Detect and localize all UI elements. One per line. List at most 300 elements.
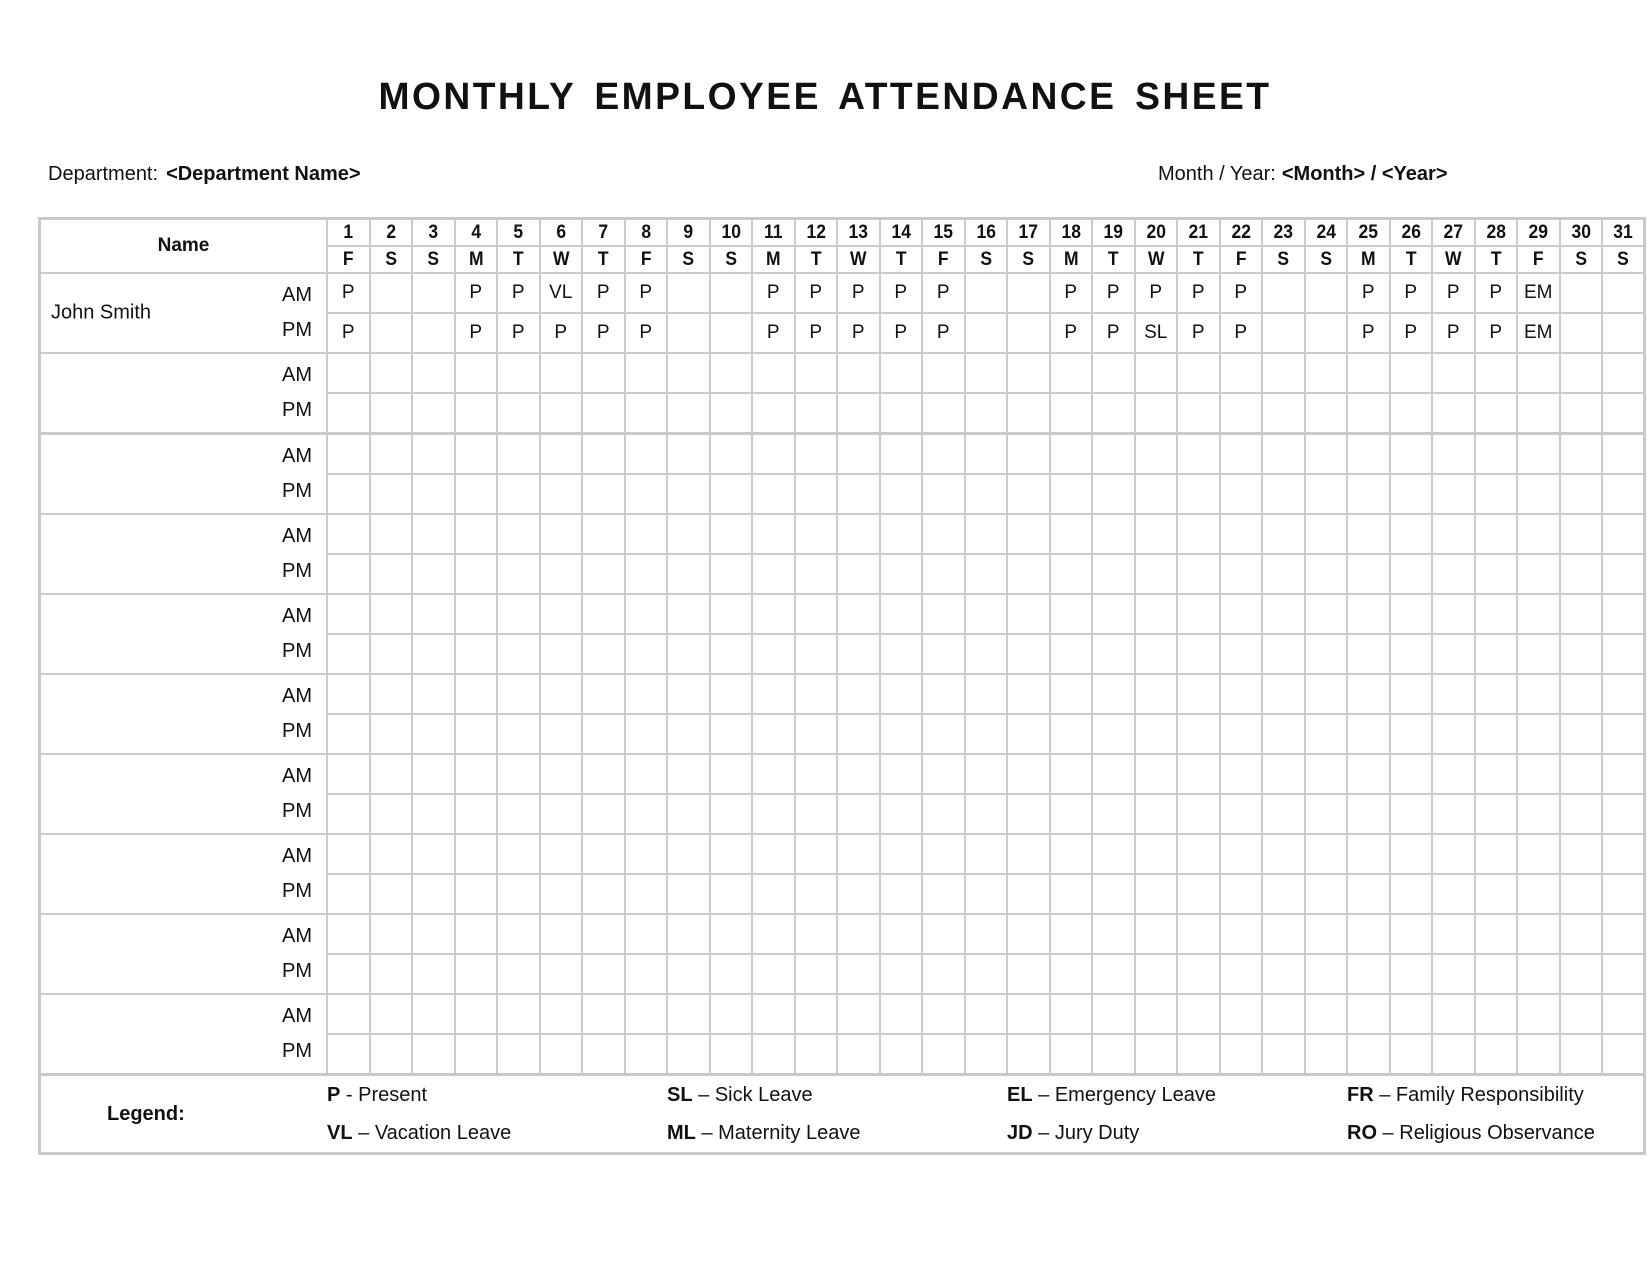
attendance-cell[interactable] — [1305, 594, 1348, 634]
attendance-cell[interactable]: P — [455, 273, 498, 313]
attendance-cell[interactable] — [1602, 714, 1645, 754]
attendance-cell[interactable] — [1092, 353, 1135, 393]
attendance-cell[interactable] — [1220, 474, 1263, 514]
attendance-cell[interactable] — [795, 353, 838, 393]
attendance-cell[interactable] — [710, 674, 753, 714]
attendance-cell[interactable] — [1262, 794, 1305, 834]
attendance-cell[interactable] — [1135, 353, 1178, 393]
attendance-cell[interactable] — [1177, 393, 1220, 434]
attendance-cell[interactable] — [752, 794, 795, 834]
attendance-cell[interactable] — [1092, 554, 1135, 594]
attendance-cell[interactable] — [922, 353, 965, 393]
attendance-cell[interactable] — [880, 554, 923, 594]
attendance-cell[interactable] — [1560, 954, 1603, 994]
attendance-cell[interactable] — [837, 994, 880, 1034]
attendance-cell[interactable] — [1390, 393, 1433, 434]
attendance-cell[interactable] — [880, 834, 923, 874]
attendance-cell[interactable] — [327, 954, 370, 994]
attendance-cell[interactable] — [582, 554, 625, 594]
attendance-cell[interactable] — [1560, 714, 1603, 754]
attendance-cell[interactable] — [412, 434, 455, 475]
attendance-cell[interactable] — [1220, 514, 1263, 554]
attendance-cell[interactable] — [1305, 273, 1348, 313]
attendance-cell[interactable] — [880, 874, 923, 914]
attendance-cell[interactable] — [1390, 594, 1433, 634]
attendance-cell[interactable] — [795, 594, 838, 634]
attendance-cell[interactable] — [1390, 474, 1433, 514]
attendance-cell[interactable] — [1007, 273, 1050, 313]
attendance-cell[interactable] — [327, 554, 370, 594]
attendance-cell[interactable] — [1262, 994, 1305, 1034]
attendance-cell[interactable] — [1050, 434, 1093, 475]
attendance-cell[interactable] — [540, 393, 583, 434]
attendance-cell[interactable] — [1135, 994, 1178, 1034]
attendance-cell[interactable] — [922, 954, 965, 994]
attendance-cell[interactable] — [370, 674, 413, 714]
attendance-cell[interactable] — [922, 674, 965, 714]
attendance-cell[interactable] — [1602, 393, 1645, 434]
attendance-cell[interactable] — [837, 714, 880, 754]
attendance-cell[interactable] — [1262, 634, 1305, 674]
attendance-cell[interactable] — [1560, 634, 1603, 674]
attendance-cell[interactable] — [1007, 474, 1050, 514]
attendance-cell[interactable] — [412, 914, 455, 954]
attendance-cell[interactable] — [922, 554, 965, 594]
attendance-cell[interactable] — [837, 954, 880, 994]
attendance-cell[interactable] — [1092, 754, 1135, 794]
department-value[interactable]: <Department Name> — [166, 163, 361, 185]
attendance-cell[interactable] — [837, 634, 880, 674]
attendance-cell[interactable] — [837, 594, 880, 634]
attendance-cell[interactable] — [710, 273, 753, 313]
attendance-cell[interactable] — [922, 914, 965, 954]
attendance-cell[interactable] — [1135, 914, 1178, 954]
attendance-cell[interactable]: P — [1432, 273, 1475, 313]
attendance-cell[interactable] — [1050, 914, 1093, 954]
attendance-cell[interactable] — [880, 393, 923, 434]
attendance-cell[interactable] — [1220, 914, 1263, 954]
attendance-cell[interactable]: P — [1347, 273, 1390, 313]
attendance-cell[interactable] — [837, 794, 880, 834]
attendance-cell[interactable] — [1475, 514, 1518, 554]
attendance-cell[interactable] — [1050, 954, 1093, 994]
attendance-cell[interactable] — [1517, 514, 1560, 554]
attendance-cell[interactable] — [922, 393, 965, 434]
attendance-cell[interactable] — [1347, 554, 1390, 594]
attendance-cell[interactable] — [497, 914, 540, 954]
attendance-cell[interactable] — [667, 273, 710, 313]
attendance-cell[interactable] — [540, 754, 583, 794]
attendance-cell[interactable] — [1135, 554, 1178, 594]
attendance-cell[interactable] — [1007, 353, 1050, 393]
attendance-cell[interactable] — [752, 554, 795, 594]
attendance-cell[interactable] — [625, 714, 668, 754]
attendance-cell[interactable] — [625, 393, 668, 434]
attendance-cell[interactable] — [1602, 914, 1645, 954]
attendance-cell[interactable] — [667, 594, 710, 634]
attendance-cell[interactable] — [497, 794, 540, 834]
attendance-cell[interactable] — [965, 754, 1008, 794]
attendance-cell[interactable] — [370, 353, 413, 393]
attendance-cell[interactable] — [837, 754, 880, 794]
attendance-cell[interactable] — [710, 954, 753, 994]
month-year-value[interactable]: <Month> / <Year> — [1281, 163, 1448, 185]
attendance-cell[interactable] — [880, 994, 923, 1034]
attendance-cell[interactable]: P — [922, 273, 965, 313]
attendance-cell[interactable] — [455, 794, 498, 834]
attendance-cell[interactable]: P — [625, 273, 668, 313]
attendance-cell[interactable] — [1347, 674, 1390, 714]
attendance-cell[interactable] — [667, 754, 710, 794]
attendance-cell[interactable] — [1007, 874, 1050, 914]
attendance-cell[interactable] — [1305, 554, 1348, 594]
attendance-cell[interactable] — [752, 954, 795, 994]
attendance-cell[interactable] — [412, 353, 455, 393]
attendance-cell[interactable] — [837, 914, 880, 954]
attendance-cell[interactable] — [795, 954, 838, 994]
attendance-cell[interactable] — [1135, 634, 1178, 674]
attendance-cell[interactable] — [965, 393, 1008, 434]
attendance-cell[interactable] — [582, 794, 625, 834]
attendance-cell[interactable] — [1390, 434, 1433, 475]
attendance-cell[interactable] — [412, 393, 455, 434]
attendance-cell[interactable] — [1432, 353, 1475, 393]
attendance-cell[interactable] — [455, 393, 498, 434]
attendance-cell[interactable] — [1347, 754, 1390, 794]
attendance-cell[interactable] — [582, 353, 625, 393]
attendance-cell[interactable] — [1177, 514, 1220, 554]
attendance-cell[interactable] — [1475, 594, 1518, 634]
attendance-cell[interactable] — [1517, 634, 1560, 674]
attendance-cell[interactable] — [1305, 514, 1348, 554]
attendance-cell[interactable] — [1517, 954, 1560, 994]
attendance-cell[interactable] — [1347, 794, 1390, 834]
attendance-cell[interactable] — [752, 754, 795, 794]
attendance-cell[interactable] — [965, 794, 1008, 834]
attendance-cell[interactable] — [1347, 474, 1390, 514]
attendance-cell[interactable] — [710, 1034, 753, 1075]
attendance-cell[interactable] — [1602, 1034, 1645, 1075]
attendance-cell[interactable] — [1007, 634, 1050, 674]
attendance-cell[interactable] — [1050, 994, 1093, 1034]
attendance-cell[interactable] — [625, 514, 668, 554]
attendance-cell[interactable] — [1305, 874, 1348, 914]
attendance-cell[interactable] — [497, 634, 540, 674]
attendance-cell[interactable] — [412, 674, 455, 714]
attendance-cell[interactable] — [667, 353, 710, 393]
attendance-cell[interactable] — [667, 714, 710, 754]
attendance-cell[interactable] — [1220, 554, 1263, 594]
attendance-cell[interactable] — [412, 954, 455, 994]
attendance-cell[interactable] — [1347, 393, 1390, 434]
attendance-cell[interactable] — [965, 594, 1008, 634]
attendance-cell[interactable] — [1092, 674, 1135, 714]
attendance-cell[interactable] — [965, 914, 1008, 954]
attendance-cell[interactable] — [1432, 714, 1475, 754]
attendance-cell[interactable] — [1220, 754, 1263, 794]
attendance-cell[interactable] — [1262, 1034, 1305, 1075]
attendance-cell[interactable] — [540, 914, 583, 954]
attendance-cell[interactable] — [1390, 674, 1433, 714]
attendance-cell[interactable] — [795, 554, 838, 594]
attendance-cell[interactable] — [1050, 1034, 1093, 1075]
attendance-cell[interactable] — [1135, 874, 1178, 914]
attendance-cell[interactable] — [837, 834, 880, 874]
attendance-cell[interactable] — [1177, 353, 1220, 393]
attendance-cell[interactable] — [1560, 834, 1603, 874]
attendance-cell[interactable] — [1517, 474, 1560, 514]
attendance-cell[interactable] — [540, 674, 583, 714]
attendance-cell[interactable] — [1560, 393, 1603, 434]
attendance-cell[interactable] — [1305, 353, 1348, 393]
attendance-cell[interactable] — [1262, 554, 1305, 594]
attendance-cell[interactable] — [1220, 874, 1263, 914]
attendance-cell[interactable] — [837, 1034, 880, 1075]
attendance-cell[interactable] — [370, 1034, 413, 1075]
attendance-cell[interactable] — [1517, 874, 1560, 914]
attendance-cell[interactable] — [625, 353, 668, 393]
attendance-cell[interactable] — [1432, 1034, 1475, 1075]
attendance-cell[interactable] — [1390, 794, 1433, 834]
attendance-cell[interactable] — [965, 514, 1008, 554]
attendance-cell[interactable] — [752, 353, 795, 393]
attendance-cell[interactable] — [1092, 914, 1135, 954]
attendance-cell[interactable] — [582, 754, 625, 794]
attendance-cell[interactable] — [922, 634, 965, 674]
attendance-cell[interactable] — [880, 434, 923, 475]
attendance-cell[interactable] — [1517, 914, 1560, 954]
attendance-cell[interactable] — [497, 954, 540, 994]
attendance-cell[interactable] — [752, 874, 795, 914]
attendance-cell[interactable]: P — [1347, 313, 1390, 353]
attendance-cell[interactable] — [1262, 674, 1305, 714]
attendance-cell[interactable] — [795, 994, 838, 1034]
attendance-cell[interactable] — [965, 834, 1008, 874]
attendance-cell[interactable] — [1262, 434, 1305, 475]
attendance-cell[interactable]: P — [327, 313, 370, 353]
employee-name-cell[interactable] — [40, 273, 328, 353]
attendance-cell[interactable] — [1262, 353, 1305, 393]
attendance-cell[interactable] — [455, 634, 498, 674]
attendance-cell[interactable]: P — [1177, 313, 1220, 353]
attendance-cell[interactable] — [582, 834, 625, 874]
attendance-cell[interactable] — [625, 914, 668, 954]
attendance-cell[interactable] — [922, 994, 965, 1034]
attendance-cell[interactable] — [922, 1034, 965, 1075]
attendance-cell[interactable] — [1432, 554, 1475, 594]
attendance-cell[interactable] — [880, 474, 923, 514]
attendance-cell[interactable] — [582, 994, 625, 1034]
attendance-cell[interactable] — [412, 754, 455, 794]
attendance-cell[interactable] — [710, 834, 753, 874]
attendance-cell[interactable] — [1390, 353, 1433, 393]
attendance-cell[interactable] — [1135, 393, 1178, 434]
attendance-cell[interactable] — [455, 514, 498, 554]
attendance-cell[interactable] — [1517, 353, 1560, 393]
attendance-cell[interactable] — [1475, 434, 1518, 475]
attendance-cell[interactable] — [1092, 393, 1135, 434]
attendance-cell[interactable] — [1432, 994, 1475, 1034]
attendance-cell[interactable] — [1602, 794, 1645, 834]
attendance-cell[interactable] — [710, 474, 753, 514]
attendance-cell[interactable] — [540, 554, 583, 594]
attendance-cell[interactable] — [1050, 393, 1093, 434]
attendance-cell[interactable]: P — [880, 313, 923, 353]
attendance-cell[interactable] — [455, 594, 498, 634]
attendance-cell[interactable] — [752, 434, 795, 475]
attendance-cell[interactable] — [1602, 754, 1645, 794]
attendance-cell[interactable] — [1177, 1034, 1220, 1075]
attendance-cell[interactable] — [1177, 634, 1220, 674]
attendance-cell[interactable] — [540, 874, 583, 914]
attendance-cell[interactable] — [1092, 994, 1135, 1034]
attendance-cell[interactable] — [965, 554, 1008, 594]
attendance-cell[interactable] — [1602, 313, 1645, 353]
attendance-cell[interactable] — [1560, 1034, 1603, 1075]
attendance-cell[interactable] — [370, 273, 413, 313]
attendance-cell[interactable] — [1390, 1034, 1433, 1075]
attendance-cell[interactable]: SL — [1135, 313, 1178, 353]
attendance-cell[interactable] — [1007, 1034, 1050, 1075]
attendance-cell[interactable]: P — [540, 313, 583, 353]
employee-name-cell[interactable] — [40, 914, 328, 994]
attendance-cell[interactable] — [1007, 434, 1050, 475]
attendance-cell[interactable] — [752, 714, 795, 754]
attendance-cell[interactable] — [497, 434, 540, 475]
attendance-cell[interactable] — [710, 914, 753, 954]
attendance-cell[interactable] — [1007, 714, 1050, 754]
attendance-cell[interactable]: P — [795, 313, 838, 353]
attendance-cell[interactable] — [1305, 674, 1348, 714]
attendance-cell[interactable]: P — [1475, 313, 1518, 353]
attendance-cell[interactable] — [795, 674, 838, 714]
attendance-cell[interactable] — [540, 834, 583, 874]
attendance-cell[interactable] — [1602, 514, 1645, 554]
attendance-cell[interactable] — [540, 634, 583, 674]
attendance-cell[interactable] — [1220, 634, 1263, 674]
attendance-cell[interactable] — [965, 313, 1008, 353]
attendance-cell[interactable] — [965, 434, 1008, 475]
attendance-cell[interactable] — [710, 794, 753, 834]
attendance-cell[interactable] — [1602, 874, 1645, 914]
attendance-cell[interactable] — [795, 393, 838, 434]
attendance-cell[interactable] — [752, 393, 795, 434]
attendance-cell[interactable] — [1602, 834, 1645, 874]
attendance-cell[interactable] — [412, 594, 455, 634]
attendance-cell[interactable] — [1220, 353, 1263, 393]
attendance-cell[interactable] — [1177, 474, 1220, 514]
attendance-cell[interactable] — [1432, 474, 1475, 514]
attendance-cell[interactable] — [1560, 994, 1603, 1034]
attendance-cell[interactable] — [1347, 834, 1390, 874]
attendance-cell[interactable] — [1220, 594, 1263, 634]
attendance-cell[interactable] — [1305, 954, 1348, 994]
attendance-cell[interactable] — [752, 834, 795, 874]
attendance-cell[interactable] — [1177, 594, 1220, 634]
attendance-cell[interactable] — [795, 754, 838, 794]
attendance-cell[interactable]: P — [582, 313, 625, 353]
attendance-cell[interactable] — [1050, 794, 1093, 834]
attendance-cell[interactable] — [1347, 434, 1390, 475]
attendance-cell[interactable] — [1560, 353, 1603, 393]
attendance-cell[interactable] — [625, 874, 668, 914]
attendance-cell[interactable] — [327, 1034, 370, 1075]
attendance-cell[interactable] — [795, 514, 838, 554]
attendance-cell[interactable] — [1305, 1034, 1348, 1075]
attendance-cell[interactable] — [922, 874, 965, 914]
attendance-cell[interactable] — [965, 674, 1008, 714]
attendance-cell[interactable] — [1517, 674, 1560, 714]
attendance-cell[interactable] — [965, 714, 1008, 754]
attendance-cell[interactable] — [370, 834, 413, 874]
attendance-cell[interactable] — [412, 834, 455, 874]
attendance-cell[interactable] — [370, 313, 413, 353]
attendance-cell[interactable] — [667, 313, 710, 353]
attendance-cell[interactable] — [1347, 994, 1390, 1034]
attendance-cell[interactable] — [625, 834, 668, 874]
attendance-cell[interactable] — [1092, 474, 1135, 514]
attendance-cell[interactable] — [412, 994, 455, 1034]
attendance-cell[interactable] — [1092, 594, 1135, 634]
attendance-cell[interactable]: EM — [1517, 273, 1560, 313]
attendance-cell[interactable] — [1602, 994, 1645, 1034]
attendance-cell[interactable] — [710, 594, 753, 634]
attendance-cell[interactable] — [1262, 834, 1305, 874]
attendance-cell[interactable] — [667, 514, 710, 554]
attendance-cell[interactable] — [1560, 434, 1603, 475]
attendance-cell[interactable] — [922, 834, 965, 874]
attendance-cell[interactable] — [1475, 794, 1518, 834]
attendance-cell[interactable] — [1262, 594, 1305, 634]
attendance-cell[interactable] — [540, 954, 583, 994]
attendance-cell[interactable] — [667, 393, 710, 434]
attendance-cell[interactable] — [1475, 714, 1518, 754]
attendance-cell[interactable] — [327, 514, 370, 554]
attendance-cell[interactable] — [497, 674, 540, 714]
attendance-cell[interactable] — [1305, 754, 1348, 794]
attendance-cell[interactable] — [1305, 834, 1348, 874]
attendance-cell[interactable] — [370, 474, 413, 514]
attendance-cell[interactable] — [1007, 594, 1050, 634]
attendance-cell[interactable] — [497, 474, 540, 514]
attendance-cell[interactable] — [1517, 554, 1560, 594]
attendance-cell[interactable] — [327, 914, 370, 954]
attendance-cell[interactable] — [582, 474, 625, 514]
attendance-cell[interactable] — [1432, 674, 1475, 714]
attendance-cell[interactable] — [1007, 954, 1050, 994]
attendance-cell[interactable]: P — [497, 313, 540, 353]
attendance-cell[interactable] — [582, 914, 625, 954]
attendance-cell[interactable] — [370, 954, 413, 994]
attendance-cell[interactable] — [1432, 514, 1475, 554]
attendance-cell[interactable] — [1560, 914, 1603, 954]
attendance-cell[interactable] — [1135, 594, 1178, 634]
attendance-cell[interactable] — [625, 794, 668, 834]
employee-name-cell[interactable] — [40, 994, 328, 1075]
attendance-cell[interactable] — [370, 874, 413, 914]
attendance-cell[interactable] — [752, 914, 795, 954]
attendance-cell[interactable] — [965, 273, 1008, 313]
attendance-cell[interactable] — [1475, 474, 1518, 514]
attendance-cell[interactable] — [625, 434, 668, 475]
attendance-cell[interactable] — [1220, 714, 1263, 754]
attendance-cell[interactable] — [880, 353, 923, 393]
attendance-cell[interactable] — [880, 1034, 923, 1075]
attendance-cell[interactable] — [370, 434, 413, 475]
attendance-cell[interactable]: P — [752, 313, 795, 353]
attendance-cell[interactable] — [1050, 834, 1093, 874]
attendance-cell[interactable] — [1432, 393, 1475, 434]
